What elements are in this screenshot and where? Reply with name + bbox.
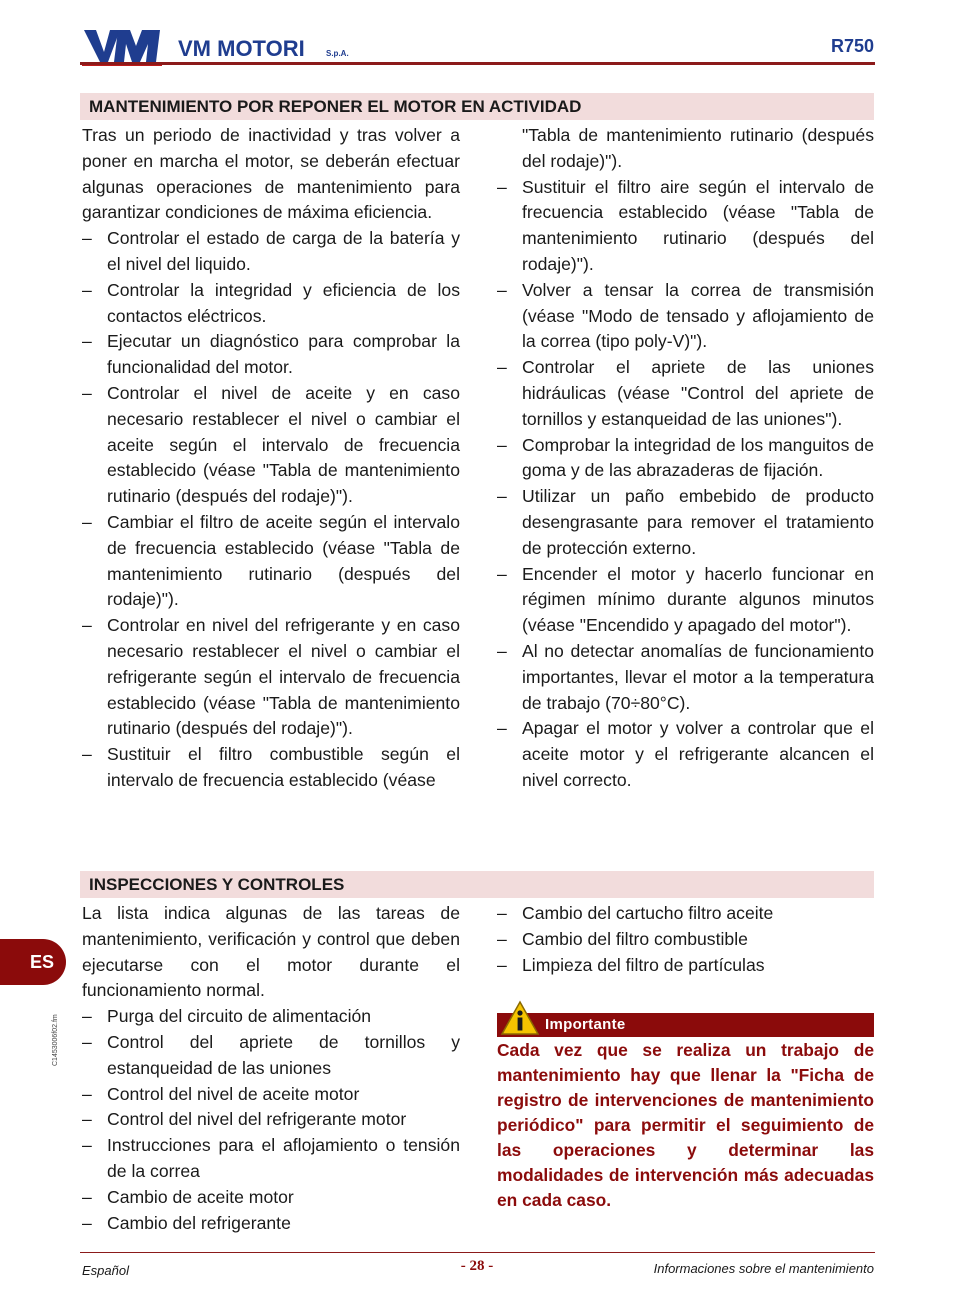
list-item: – Cambio del filtro combustible <box>497 927 874 953</box>
list-item: – Cambiar el filtro de aceite según el intervalo de frecuencia establecido (véase "Tabla de mantenimiento rutinario (después del rodaje)"). <box>82 510 460 613</box>
list-item: – Volver a tensar la correa de transmisión (véase "Modo de tensado y aflojamiento de la correa (tipo poly-V)"). <box>497 278 874 355</box>
model-label: R750 <box>830 36 874 56</box>
section1-left-column <box>82 123 460 794</box>
list-item: – Control del nivel del refrigerante motor <box>82 1107 460 1133</box>
section1-right-list <box>497 175 874 794</box>
section2-left-column <box>82 901 460 1236</box>
list-item: – Limpieza del filtro de partículas <box>497 953 874 979</box>
list-item: – Purga del circuito de alimentación <box>82 1004 460 1030</box>
list-item: – Controlar la integridad y eficiencia de los contactos eléctricos. <box>82 278 460 330</box>
list-item: – Controlar el nivel de aceite y en caso necesario restablecer el nivel o cambiar el aceite según el intervalo de frecuencia establecido (véase "Tabla de mantenimiento rutinario (después del rodaje)"). <box>82 381 460 510</box>
list-item: – Instrucciones para el aflojamiento o tensión de la correa <box>82 1133 460 1185</box>
warning-info-icon <box>500 1000 540 1036</box>
section1-intro: Tras un periodo de inactividad y tras volver a poner en marcha el motor, se deberán efectuar algunas operaciones de mantenimiento para garantizar condiciones de máxima eficiencia. <box>82 125 460 223</box>
list-item: – Cambio del refrigerante <box>82 1211 460 1237</box>
list-item: – Utilizar un paño embebido de producto desengrasante para remover el tratamiento de protección externo. <box>497 484 874 561</box>
section2-right-list <box>497 901 874 978</box>
logo-text: VM MOTORI <box>178 36 305 61</box>
list-item: – Cambio del cartucho filtro aceite <box>497 901 874 927</box>
section2-left-list <box>82 1004 460 1236</box>
list-item: – Encender el motor y hacerlo funcionar en régimen mínimo durante algunos minutos (véase "Encendido y apagado del motor"). <box>497 562 874 639</box>
footer-section: Informaciones sobre el mantenimiento <box>653 1261 874 1276</box>
page-number: - 28 - <box>460 1258 494 1274</box>
list-item: – Comprobar la integridad de los manguitos de goma y de las abrazaderas de fijación. <box>497 433 874 485</box>
logo-suffix: S.p.A. <box>326 49 349 58</box>
footer-language: Español <box>82 1263 129 1278</box>
header-divider <box>80 62 875 65</box>
list-item: – Sustituir el filtro combustible según el intervalo de frecuencia establecido (véase <box>82 742 460 794</box>
list-item: – Apagar el motor y volver a controlar que el aceite motor y el refrigerante alcancen el nivel correcto. <box>497 716 874 793</box>
list-item: – Control del apriete de tornillos y estanqueidad de las uniones <box>82 1030 460 1082</box>
footer-divider <box>80 1252 875 1253</box>
list-item: – Sustituir el filtro aire según el intervalo de frecuencia establecido (véase "Tabla de mantenimiento rutinario (después del rodaje)"). <box>497 175 874 278</box>
section2-right-column <box>497 901 874 978</box>
list-item: – Controlar el estado de carga de la batería y el nivel del liquido. <box>82 226 460 278</box>
document-code: C1453006f02.fm <box>52 1014 59 1066</box>
list-item: – Ejecutar un diagnóstico para comprobar la funcionalidad del motor. <box>82 329 460 381</box>
section-title-maintenance: MANTENIMIENTO POR REPONER EL MOTOR EN ACTIVIDAD <box>80 93 874 120</box>
section2-intro: La lista indica algunas de las tareas de mantenimiento, verificación y control que deben ejecutarse con el motor durante el funcionamiento normal. <box>82 903 460 1001</box>
section-title-inspections: INSPECCIONES Y CONTROLES <box>80 871 874 898</box>
list-item: – Al no detectar anomalías de funcionamiento importantes, llevar el motor a la temperatura de trabajo (70÷80°C). <box>497 639 874 716</box>
language-tab: ES <box>0 939 66 985</box>
list-item: – Cambio de aceite motor <box>82 1185 460 1211</box>
list-item: – Control del nivel de aceite motor <box>82 1082 460 1108</box>
important-header: Importante <box>497 1013 874 1037</box>
section1-left-list <box>82 226 460 794</box>
important-text: Cada vez que se realiza un trabajo de mantenimiento hay que llenar la "Ficha de registro de intervenciones de mantenimiento periódico" para permitir el seguimiento de las operaciones y determinar las modalidades de intervención más adecuadas en cada caso. <box>497 1040 874 1210</box>
list-item: – Controlar el apriete de las uniones hidráulicas (véase "Control del apriete de tornillos y estanqueidad de las uniones"). <box>497 355 874 432</box>
list-item: – Controlar en nivel del refrigerante y en caso necesario restablecer el nivel o cambiar el refrigerante según el intervalo de frecuencia establecido (véase "Tabla de mantenimiento rutinario (después del rodaje)"). <box>82 613 460 742</box>
list-item-continuation: "Tabla de mantenimiento rutinario (después del rodaje)"). <box>522 125 874 171</box>
section1-right-column <box>497 123 874 794</box>
